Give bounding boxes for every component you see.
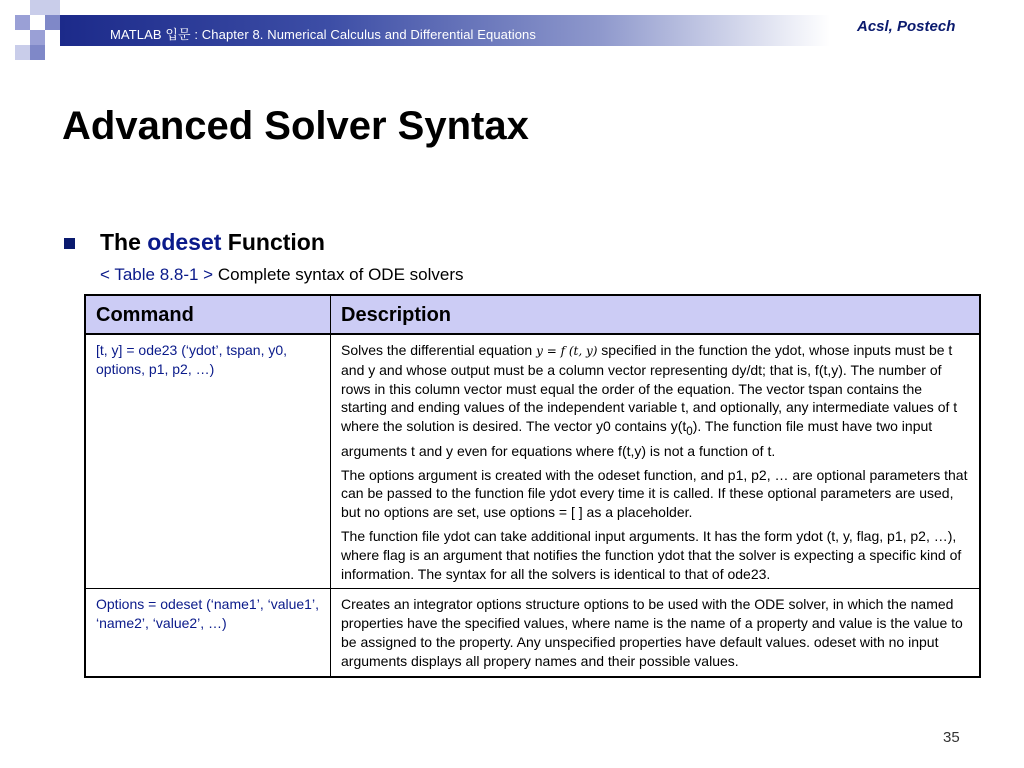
header-command: Command: [85, 295, 331, 334]
bullet-square-icon: [64, 238, 75, 249]
description-paragraph: The options argument is created with the odeset function, and p1, p2, … are optional parameters that can be passed to the function file ydot every time it is called. If these optional parameters are used, but no options are set, use options = [ ] as a placeholder.: [341, 466, 968, 521]
brand-label: Acsl, Postech: [857, 18, 956, 35]
command-cell: Options = odeset (‘name1’, ‘value1’, ‘name2’, ‘value2’, …): [85, 589, 331, 677]
header-description: Description: [331, 295, 981, 334]
table-header-row: [85, 295, 980, 334]
deco-square: [30, 0, 45, 15]
desc-text: ). The function file must have two input arguments t and y even for equations where f(t,y) is not a function of t.: [341, 418, 933, 459]
description-paragraph: [341, 341, 970, 461]
table-row: [85, 334, 980, 589]
deco-square: [45, 15, 60, 30]
deco-square: [30, 30, 45, 45]
slide-title: Advanced Solver Syntax: [62, 104, 529, 148]
desc-text: specified in the function the ydot, whose inputs must be t and y and whose output must be a column vector representing dy/dt; that is, f(t,y). The number of rows in this column vector must equal the order of the equation. The vector tspan contains the starting and ending values of the independent variable t, and optionally, any intermediate values of t where the solution is desired. The vector y0 contains y(t: [341, 342, 958, 435]
page-number: 35: [943, 729, 960, 746]
section-heading: [100, 229, 325, 256]
deco-square: [15, 45, 30, 60]
deco-square: [30, 45, 45, 60]
table-reference: < Table 8.8-1 >: [100, 265, 214, 284]
table-caption-text: Complete syntax of ODE solvers: [213, 265, 464, 284]
section-prefix: The: [100, 229, 148, 255]
subscript: 0: [686, 424, 693, 438]
description-cell: Creates an integrator options structure options to be used with the ODE solver, in which the named properties have the specified values, where name is the name of a property and value is the value to be assigned to the property. Any unspecified properties have default values. odeset with no input arguments displays all propery names and their possible values.: [331, 589, 981, 677]
syntax-table: [84, 294, 981, 678]
description-cell: [331, 334, 981, 589]
desc-text: Solves the differential equation: [341, 342, 537, 358]
equation: y = f (t, y): [536, 344, 598, 358]
header-title: MATLAB 입문 : Chapter 8. Numerical Calculus and Differential Equations: [110, 27, 536, 42]
deco-square: [15, 15, 30, 30]
section-suffix: Function: [221, 229, 325, 255]
command-cell: [t, y] = ode23 (‘ydot’, tspan, y0, options, p1, p2, …): [85, 334, 331, 589]
table-caption: [100, 265, 463, 285]
description-paragraph: The function file ydot can take additional input arguments. It has the form ydot (t, y, flag, p1, p2, …), where flag is an argument that notifies the function ydot that the solver is expecting a specific kind of information. The syntax for all the solvers is identical to that of ode23.: [341, 527, 962, 582]
deco-square: [45, 0, 60, 15]
section-keyword: odeset: [147, 229, 222, 255]
table-row: [85, 589, 980, 677]
